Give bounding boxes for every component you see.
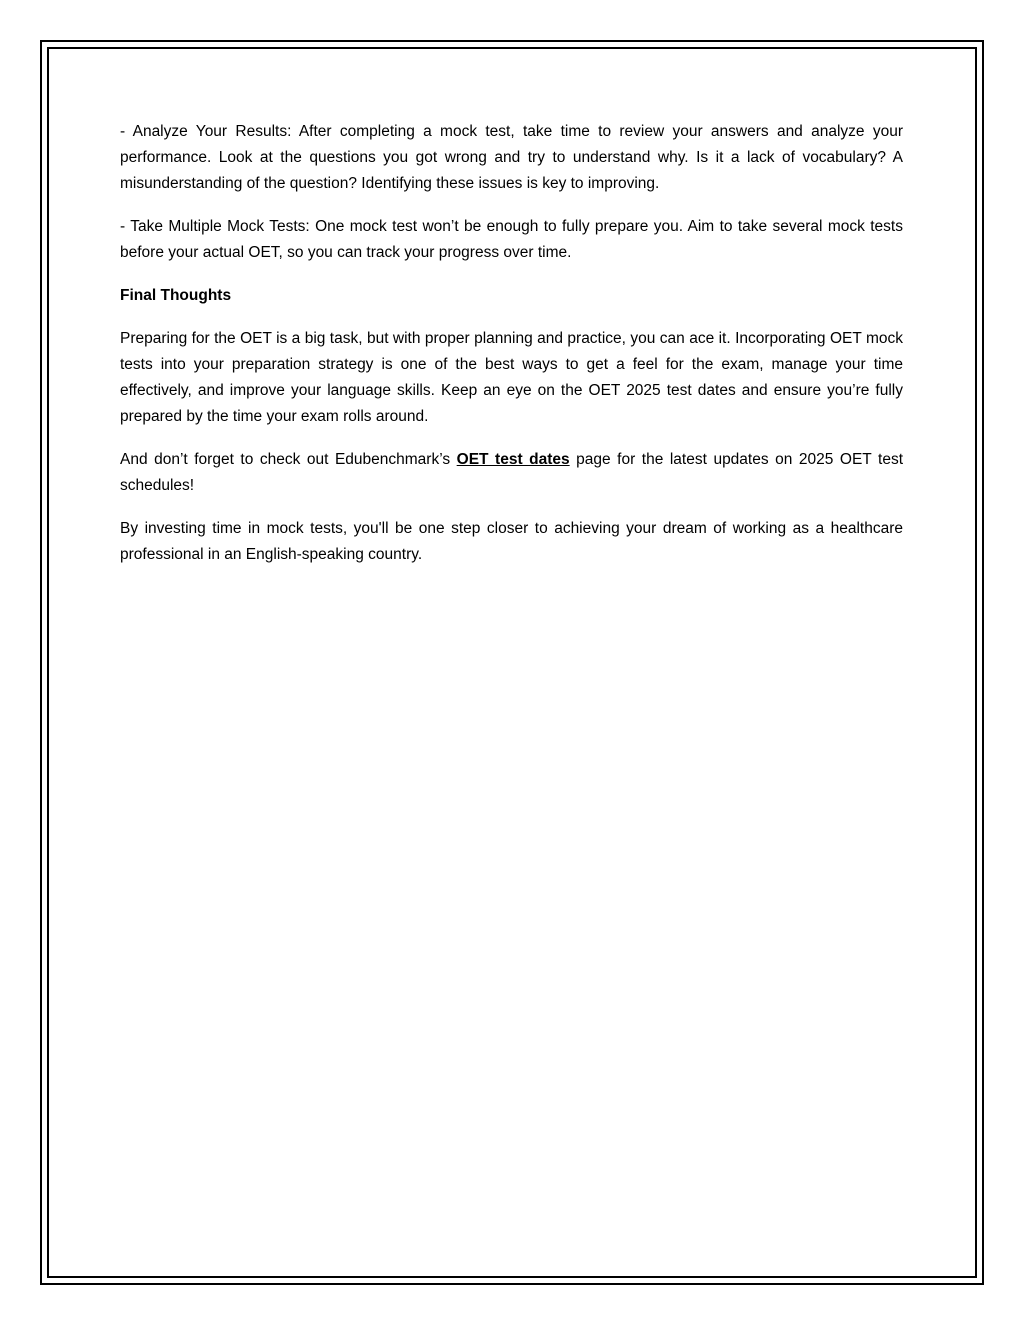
document-body (120, 119, 903, 585)
oet-test-dates-link[interactable]: OET test dates (456, 451, 570, 468)
paragraph-investing-time: By investing time in mock tests, you'll be one step closer to achieving your dream of working as a healthcare professional in an English-speaking country. (120, 520, 903, 563)
check-text-after: page for the latest updates on 2025 OET test schedules! (120, 451, 904, 494)
paragraph-check-test-dates (120, 447, 903, 499)
paragraph-preparing: Preparing for the OET is a big task, but with proper planning and practice, you can ace it. Incorporating OET mock tests into your preparation strategy is one of the best ways to get a feel for the exam, manage your time effectively, and improve your language skills. Keep an eye on the OET 2025 test dates and ensure you’re fully prepared by the time your exam rolls around. (120, 330, 903, 425)
check-text-before: And don’t forget to check out Edubenchmark’s (120, 451, 457, 468)
paragraph-multiple-mock-tests: - Take Multiple Mock Tests: One mock test won’t be enough to fully prepare you. Aim to take several mock tests before your actual OET, so you can track your progress over time. (120, 218, 903, 261)
paragraph-analyze-results: - Analyze Your Results: After completing a mock test, take time to review your answers and analyze your performance. Look at the questions you got wrong and try to understand why. Is it a lack of vocabulary? A misunderstanding of the question? Identifying these issues is key to improving. (120, 123, 903, 192)
heading-final-thoughts: Final Thoughts (120, 287, 232, 304)
